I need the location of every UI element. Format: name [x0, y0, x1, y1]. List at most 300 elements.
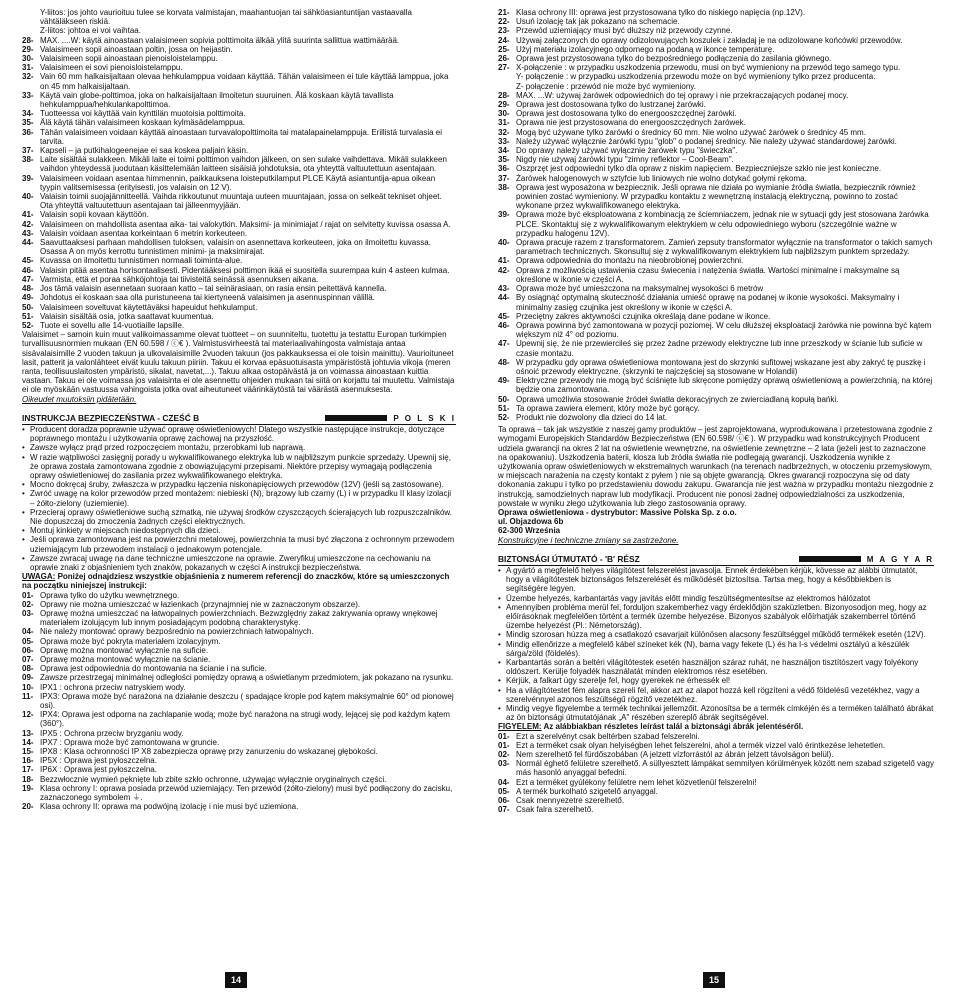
item-number: 52- [22, 320, 34, 330]
hu-figyelem-label: FIGYELEM: [498, 722, 542, 732]
item-text: Valaisimeen soveltuvat käytettäväksi hapeuidut hehkulamput. [40, 302, 258, 312]
bullet-text: Kérjük, a falkart úgy szerelje fel, hogy gyerekek ne érhessék el! [506, 676, 731, 686]
item-number: 27- [498, 63, 510, 73]
item-text: Kapseli – ja putkihalogeenejae ei saa koskea paljain käsin. [40, 146, 249, 156]
bullet-item [22, 480, 456, 489]
item-text: Tuote ei sovellu alle 14-vuotiaille lapsille. [40, 320, 185, 330]
item-number: 46- [498, 320, 510, 330]
list-item [22, 710, 456, 728]
item-text: Oprawa powinna być zamontowana w pozycji poziomej. W celu dłuższej eksploatacji żarówka nie powinna być kątem większym niż 4° od poziomu. [516, 320, 932, 340]
item-text: Użyj materiału izolacyjnego odpornego na podaną w ikonce temperaturę. [516, 44, 775, 54]
item-number: 02- [22, 599, 34, 609]
item-text: MAX. ...W: używaj żarówek odpowiednich do tej oprawy i nie przekraczających podanej mocy. [516, 90, 849, 100]
item-number: 31- [498, 118, 510, 128]
list-item [498, 796, 934, 805]
item-text: By osiągnąć optymalną skuteczność działania umieść oprawę na podanej w ikonie wysokości. Maksymalny i minimalny zasięg czujnika jest określony w ikonie w części A. [516, 293, 900, 312]
bullet-text: Mocno dokręcaj śruby, zwłaszcza w przypadku łączenia niskonapięciowych przewodów (12V) (jeśli są zastosowane). [30, 480, 444, 490]
bullet-item [22, 535, 456, 553]
item-number: 39- [498, 210, 510, 220]
item-text: Laite sisältää sulakkeen. Mikäli laite ei toimi polttimon vaihdon jälkeen, on sen sulake vaihdettava. Mikäli sulakkeen vaihdon yhteydessä juodutaan käsittelemään laitteen sisäisiä johdotuksia, ota yhteyttä valtuutettuun asentajaan. [40, 155, 447, 174]
item-number: 18- [22, 774, 34, 784]
item-number: 43- [22, 228, 34, 238]
item-text: Oprawę można montować wyłącznie na suficie. [40, 645, 209, 655]
pl-uwaga-label: UWAGA: [22, 572, 56, 582]
pl-language-label: P O L S K I [393, 413, 456, 423]
item-number: 03- [22, 609, 34, 618]
bullet-icon: • [498, 639, 501, 649]
item-text: Oprawa może być pokryta materiałem izolacyjnym. [40, 636, 221, 646]
text-line: Oprawa oświetleniowa - dystrybutor: Massive Polska Sp. z o.o. [498, 507, 737, 517]
bullet-icon: • [22, 507, 25, 517]
list-item [498, 137, 934, 146]
item-number: 45- [498, 311, 510, 321]
list-item [498, 312, 934, 321]
list-item [22, 275, 456, 284]
list-item [22, 609, 456, 627]
item-text: Oprawa umożliwia stosowanie źródeł światła dekoracyjnych ze zwierciadlaną kopułą bańki. [516, 394, 839, 404]
pl-legend-list-continued [498, 8, 934, 422]
list-item [22, 45, 456, 54]
item-text: IPX3: Oprawa może być narażona na działanie deszczu ( spadające krople pod kątem maksymalnie 60° od pionowej osi). [40, 691, 454, 711]
item-number: 47- [22, 274, 34, 284]
item-text: Valaisin voidaan asentaa korkeintaan 6 metrin korkeuteen. [40, 228, 248, 238]
list-item [22, 229, 456, 238]
bullet-item [498, 704, 934, 722]
item-text: MAX. ....W: käytä ainoastaan valaisimeen sopivia polttimoita älkää ylitä suurinta sallittua wattimäärää. [40, 35, 400, 45]
bullet-text: Karbantartás során a beltéri világítótestek esetén használjon száraz ruhát, ne használjon tisztítószert vagy folyékony oldószert. Kerülje folyadék használatát minden elektromos rész esetében. [506, 658, 919, 677]
item-text: Valaisimeen sopii ainoastaan pienoisloistelamppu. [40, 54, 218, 64]
item-number: 01- [22, 590, 34, 600]
bullet-icon: • [498, 658, 501, 668]
list-item [22, 784, 456, 802]
item-text: Mogą być używane tylko żarówki o średnicy 60 mm. Nie wolno używać żarówek o średnicy 45 mm. [516, 127, 866, 137]
item-text: Valaisin pitää asentaa horisontaalisesti. Pidentääksesi polttimon ikää ei suositella suurempaa kuin 4 asteen kulmaa. [40, 265, 450, 275]
item-text: Klasa ochrony I: oprawa posiada przewód uziemiający. Ten przewód (żółto-zielony) musi być podłączony do zacisku, zaznaczonego symbolem ⏚. [40, 783, 453, 803]
list-item [22, 220, 456, 229]
bullet-text: Przecieraj oprawy oświetleniowe suchą szmatką, nie używaj środków czyszczących ścierających lub rozpuszczalników. Nie dopuszczaj do zmoczenia żadnych części elektrycznych. [30, 507, 452, 526]
list-item [498, 293, 934, 311]
item-text: Älä käytä tähän valaisimeen koskaan kylmäsädelamppua. [40, 118, 246, 128]
item-text: Używaj załączonych do oprawy odizolowujących koszulek i zakładaj je na odizolowane końcówki przewodów. [516, 35, 903, 45]
item-number: 40- [498, 238, 510, 248]
header-bar [799, 556, 861, 562]
bullet-text: Jeśli oprawa zamontowana jest na powierzchni metalowej, powierzchnia ta musi być złączona z ochronnym przewodem uziemiającym lub przewodem instalacji o jednakowym potencjale. [30, 535, 455, 554]
item-number [498, 72, 516, 81]
item-number: 33- [498, 136, 510, 146]
bullet-item [498, 658, 934, 676]
list-item [498, 72, 934, 81]
item-text: Oprawa odpowiednia do montażu na nieobrobionej powierzchni. [516, 256, 744, 266]
pl-legend-list [22, 591, 456, 812]
item-text: Käytä vain globe-polttimoa, joka on halkaisijaltaan ilmoitetun suuruinen. Älä koskaan käytä tavallista hehkulamppua/hehkulankapolttimoa. [40, 90, 394, 110]
bullet-item [498, 686, 934, 704]
list-item [498, 8, 934, 17]
right-page [498, 8, 934, 814]
pl-section-title: INSTRUKCJA BEZPIECZEŃSTWA - CZEŚĆ B [22, 412, 200, 423]
list-item [498, 36, 934, 45]
item-number: 05- [22, 636, 34, 646]
bullet-icon: • [22, 443, 25, 453]
item-text: Klasa ochrony III: oprawa jest przystosowana tylko do niskiego napięcia (np.12V). [516, 8, 806, 17]
bullet-text: Amennyiben probléma merül fel, forduljon szakemberhez vagy érdeklődjön szaküzletben. Bizonyosodjon meg, hogy az előírásoknak megfelelően történt a termék üzembe helyezése. Bizonyos szabályok előírhatják szakemberrel történő üzembe helyezést (Pl.: Németország). [506, 602, 927, 631]
bullet-item [22, 453, 456, 481]
list-item [498, 54, 934, 63]
item-number: 42- [22, 219, 34, 229]
item-number: 36- [498, 164, 510, 174]
list-item [22, 303, 456, 312]
item-number: 52- [498, 412, 510, 422]
item-text: Valaisimeen sopii ainoastaan poltin, jossa on heijastin. [40, 44, 233, 54]
item-text: Oprawy nie można umieszczać w łazienkach (przynajmniej nie w zaznaczonym obszarze). [40, 599, 361, 609]
bullet-item [22, 526, 456, 535]
list-item [22, 600, 456, 609]
text-line: 62-300 Września [498, 526, 561, 536]
item-number: 51- [22, 311, 34, 321]
item-text: Nie należy montować oprawy bezpośrednio na powierzchniach łatwopalnych. [40, 627, 314, 637]
bullet-item [22, 508, 456, 526]
list-item [498, 741, 934, 750]
list-item [498, 321, 934, 339]
list-item [22, 174, 456, 192]
bullet-icon: • [498, 565, 501, 575]
hu-figyelem-text: Az alábbiakban részletes leírást talál a biztonsági ábrák jelentéséről. [543, 722, 804, 732]
list-item [22, 655, 456, 664]
fi-warranty-text: Valaisimet – samoin kuin muut valikoimassamme olevat tuotteet – on suunniteltu, tuotettu ja testattu Europan turkimpien turvallisuusnormien mukaan (EN 60.598 / ⓒ€ ). Valmistusvirheestä tai materiaalivahingosta valmistaja antaa sisävalaisimille 2 vuoden takuun ja ulkovalaisimille 2vuoden takuun (jos pakkauksessa ei ole toisin mainittu). Vaurioituneet lasit, patterit ja valonlähteet eivät kuulu takuun piiriin. Takuu ei korvaa epäsuotuisasta ympäristöstä johtuvia vikoja (meren ranta, teollisuuslaitosten ympäristö, sikalat, navetat,...). Takuu alkaa ostopäivästä ja on voimassa ainoastaan kuittia vastaan. Takuu ei ole voimassa jos valaisinta ei ole asennettu ohjeiden mukaan tai siitä on korjattu tai muutettu. Valmistaja ei ole myöskään vastuussa vahingoista jotka ovat aiheutuneet väärinkäytöstä tai väärästä asennuksesta. [22, 330, 455, 395]
list-item [498, 732, 934, 741]
item-text: Vain 60 mm halkaisijaltaan olevaa hehkulamppua voidaan käyttää. Tähän valaisimeen ei tule käyttää lamppua, joka on 45 mm halkaisijaltaan. [40, 72, 449, 91]
item-text: Oprawa jest przystosowana tylko do bezpośredniego podłączenia do zasilania głównego. [516, 54, 832, 64]
item-number: 32- [498, 127, 510, 137]
list-item [498, 778, 934, 787]
list-item [22, 72, 456, 90]
item-number: 49- [22, 293, 34, 303]
fi-change-notice: Oikeudet muutoksiin pidätetään. [22, 394, 137, 404]
item-text: Oprawa jest dostosowana tylko do energooszczędnej żarówki. [516, 109, 737, 119]
bullet-text: Zawsze zwracaj uwagę na dane techniczne umieszczone na oprawie. Zweryfikuj umieszczone na cechowaniu na oprawie znaki z objaśnieniem tych znaków, pokazanych w części A instrukcji bezpieczeństwa. [30, 553, 431, 572]
item-number: 12- [22, 710, 34, 720]
item-number: 43- [498, 284, 510, 294]
list-item [498, 109, 934, 118]
hu-section-title: BIZTONSÁGI ÚTMUTATÓ - 'B' RÉSZ [498, 553, 640, 564]
list-item [498, 210, 934, 238]
list-item [22, 54, 456, 63]
item-text: Johdotus ei koskaan saa olla puristuneena tai kiertyneenä valaisimen ja asennuspinnan välillä. [40, 293, 375, 303]
bullet-text: Mindig vegye figyelembe a termék technikai jellemzőit. Azonosítsa be a termék címkéjén és a terméken található ábrákat az ön biztonsági útmutatójának „A" részében szereplő ábrák segítségével. [506, 704, 934, 723]
list-item [498, 45, 934, 54]
item-text: Upewnij się, że nie przewiercileś się przez żadne przewody elektryczne lub inne przeszkody w ścianie lub suficie w czasie montażu. [516, 339, 923, 358]
item-number: 21- [498, 8, 510, 17]
item-number: 17- [22, 765, 34, 775]
item-text: Nem szerelhető fel fürdőszobában (A jelzett vízforrástól az ábrán jelzett távolságon belül). [516, 750, 834, 760]
list-item [498, 376, 934, 394]
item-text: Do oprawy należy używać wyłącznie żarówek typu "świeczka". [516, 146, 738, 156]
item-text: Klasa ochrony II: oprawa ma podwójną izolację i nie musi być uziemiona. [40, 802, 299, 812]
item-text: Żarówek halogenowych w sztyfcie lub liniowych nie wolno dotykać gołymi rękoma. [516, 173, 807, 183]
item-number: 29- [22, 44, 34, 54]
item-text: Oprawa pracuje razem z transformatorem. Zamień zepsuty transformator wyłącznie na transformator o takich samych parametrach technicznych. Skonsultuj się z wykwalifikowanym elektrykiem lub najbliższym punktem sprzedaży. [516, 238, 933, 257]
bullet-icon: • [498, 676, 501, 686]
item-text: IPX7 : Oprawa może być zamontowana w gruncie. [40, 737, 220, 747]
item-number: 29- [498, 100, 510, 110]
list-item [498, 256, 934, 265]
bullet-icon: • [498, 685, 501, 695]
list-item [22, 637, 456, 646]
item-text: IPX5 : Ochrona przeciw bryzganiu wody. [40, 728, 184, 738]
item-number: 35- [22, 118, 34, 128]
item-text: Przewód uziemiający musi być dłuższy niż przewody czynne. [516, 26, 733, 36]
item-text: Należy używać wyłącznie żarówki typu "glob" o podanej średnicy. Nie należy używać standardowej żarówki. [516, 136, 897, 146]
list-item [22, 238, 456, 256]
bullet-text: A gyártó a megfelelő helyes világítótest felszerelést javasolja. Ennek érdekében kérjük, kövesse az alábbi útmutatót, hogy a világítótestek biztonságos felszerelését és működését biztosítsa. Tartsa meg, hogy a későbbiekben is segítségére legyen. [506, 565, 918, 594]
item-text: W przypadku gdy oprawa oświetleniowa montowana jest do skrzynki sufitowej wskazane jest aby zakryć tę puszkę i ośnoić przewody elektryczne. (skrzynki te najczęściej są stosowane w Holandii) [516, 357, 926, 376]
page-number-left: 14 [225, 972, 247, 988]
item-text: Ezt a terméket csak olyan helyiségben lehet felszerelni, ahol a termék vízzel való érintkezése lehetetlen. [516, 740, 886, 750]
hu-section-header [498, 555, 934, 566]
list-item [498, 17, 934, 26]
item-text: Produkt nie dozwolony dla dzieci do 14 lat. [516, 412, 668, 422]
list-item [22, 802, 456, 811]
item-text: Jos tämä valaisin asennetaan suoraan katto – tai seinärasiaan, on rasia ensin peitettävä kannella. [40, 284, 387, 294]
item-number: 34- [22, 109, 34, 119]
list-item [22, 738, 456, 747]
list-item [22, 146, 456, 155]
fi-legend-list [22, 36, 456, 331]
item-text: Nigdy nie używaj żarówki typu "zimny reflektor – Cool-Beam". [516, 155, 734, 165]
item-text: Oprawa może być eksploatowana z kombinacją ze ściemniaczem, jednak nie w sytuacji gdy jest stosowana żarówka PLCE. Skontaktuj się z wykwalifikowanym elektrykiem w celu odpowiedniego wyboru (szczególnie ważne w przypadku halogenu 12V). [516, 210, 929, 238]
item-text: Oprawa nie jest przystosowana do energooszczędnych żarówek. [516, 118, 746, 128]
list-item [498, 82, 934, 91]
item-text: Oprawa z możliwością ustawienia czasu świecenia i natężenia światła. Wartości minimalne i maksymalne są określone w ikonie w części A. [516, 265, 900, 284]
item-text: Varmista, että et poraa sähköjohtoja tai tiivisteitä seinässä asennuksen aikana. [40, 274, 319, 284]
item-number: 41- [22, 210, 34, 220]
list-item [22, 683, 456, 692]
bullet-text: Mindig szorosan húzza meg a csatlakozó csavarjait különösen alacsony feszültséggel működő termékek esetén (12V). [506, 630, 926, 640]
item-number: 45- [22, 256, 34, 266]
item-text: Oprawa tylko do użytku wewnętrznego. [40, 590, 180, 600]
list-item [498, 174, 934, 183]
bullet-item [22, 443, 456, 452]
item-number: 01- [498, 740, 510, 750]
item-number: 07- [22, 655, 34, 665]
bullet-text: Producent doradza poprawnie używać oprawę oświetleniowych! Dlatego wszystkie następujące instrukcje, dotyczące poprawnego montażu i użytkowania oprawę zachowaj na przyszłość. [30, 424, 445, 444]
list-item [498, 164, 934, 173]
list-item [22, 293, 456, 302]
page-number-right: 15 [703, 972, 725, 988]
item-text: Tuotteessa voi käyttää vain kynttilän muotoisia polttimoita. [40, 109, 246, 119]
bullet-icon: • [22, 480, 25, 490]
item-text: Valaisin toimii suojajännitteellä. Vaihda rikkoutunut muuntaja uuteen muuntajaan, jossa on selkeät tekniset ohjeet. Ota yhteyttä valtuutettuun asentajaan tai jälleenmyyjään. [40, 192, 442, 211]
list-item [22, 729, 456, 738]
list-item [498, 183, 934, 211]
item-number: 22- [498, 17, 510, 27]
bullet-icon: • [498, 704, 501, 714]
bullet-item [498, 640, 934, 658]
list-item [498, 339, 934, 357]
item-text: IPX1 : ochrona przeciw natryskiem wody. [40, 682, 186, 692]
item-number: 05- [498, 786, 510, 796]
list-item [22, 118, 456, 127]
item-number: 42- [498, 265, 510, 275]
item-number: 48- [22, 284, 34, 294]
list-item [22, 266, 456, 275]
item-text: Usuń izolację tak jak pokazano na schemacie. [516, 17, 680, 27]
list-item [498, 404, 934, 413]
item-number: 11- [22, 691, 34, 701]
item-number: 50- [22, 302, 34, 312]
item-text: Valaisin sisältää osia, jotka saattavat kuumentua. [40, 311, 214, 321]
item-number: 15- [22, 747, 34, 757]
bullet-item [498, 603, 934, 631]
pl-change-notice: Konstrukcyjne i techniczne zmiany sa zastrzeżone. [498, 535, 679, 545]
item-number: 48- [498, 357, 510, 367]
list-item [498, 395, 934, 404]
bullet-icon: • [22, 424, 25, 434]
list-item [498, 118, 934, 127]
item-number: 14- [22, 737, 34, 747]
item-text: Valaisimeen on mahdollista asentaa aika- tai valokytkin. Maksimi- ja minimiajat / rajat on selvitetty kuvissa osassa A. [40, 219, 451, 229]
item-number: 02- [498, 750, 510, 760]
item-number: 30- [22, 54, 34, 64]
item-text: Oprawę można montować wyłącznie na ścianie. [40, 655, 211, 665]
item-text: IP6X : Oprawa jest pyłoszczelna. [40, 765, 157, 775]
item-number: 24- [498, 35, 510, 45]
list-item [498, 284, 934, 293]
item-number: 01- [498, 731, 510, 741]
item-text: Z- połączenie : przewód nie może być wymieniony. [516, 81, 696, 91]
bullet-item [22, 554, 456, 572]
list-item [22, 109, 456, 118]
list-item [498, 91, 934, 100]
list-item [22, 673, 456, 682]
item-number: 32- [22, 72, 34, 82]
item-text: Ezt a terméket gyúlékony felületre nem lehet közvetlenül felszerelni! [516, 777, 757, 787]
item-number: 49- [498, 376, 510, 386]
bullet-text: W razie wątpliwości zasięgnij porady u wykwalifikowanego elektryka lub w najbliższym punkcie sprzedaży. Upewnij się, że oprawa została zamontowana zgodnie z obowiązującymi przepisami. Niektóre przepisy wymagają podłączenia oprawy oświetleniowej do zasilania przez wykwalifikowanego elektryka. [30, 452, 451, 480]
list-item [498, 128, 934, 137]
item-text: Kuvassa on ilmoitettu tunnistimen normaali toiminta-alue. [40, 256, 243, 266]
item-number: 31- [22, 63, 34, 73]
item-number: 13- [22, 728, 34, 738]
item-number: 40- [22, 192, 34, 202]
item-text: IPX8 : Klasa ochronności IP X8 zabezpiecza oprawę przy zanurzeniu do wskazanej głębokości. [40, 747, 378, 757]
item-number: 50- [498, 394, 510, 404]
list-item [22, 91, 456, 109]
bullet-icon: • [498, 593, 501, 603]
list-item [498, 63, 934, 72]
list-item [22, 192, 456, 210]
list-item [22, 210, 456, 219]
text-line: Y-liitos: jos johto vaurioituu tulee se korvata valmistajan, maahantuojan tai sähköasiantuntijan vastaavalla vähtäläkseen riskiä. [40, 8, 412, 27]
item-text: Saavuttaaksesi parhaan mahdollisen tuloksen, valaisin on asennettava korkeuteen, joka on ilmoitettu kuvassa. Osassa A on myös kerrottu tunnistimen minimi- ja maksimirajat. [40, 238, 431, 257]
item-text: Przeciętny zakres aktywności czujnika określają dane podane w ikonce. [516, 311, 771, 321]
item-number: 16- [22, 756, 34, 766]
item-number: 47- [498, 339, 510, 349]
bullet-icon: • [22, 526, 25, 536]
list-item [498, 100, 934, 109]
bullet-item [22, 489, 456, 507]
item-text: Oprawa jest odpowiednia do montowania na ścianie i na suficie. [40, 664, 267, 674]
item-number: 06- [498, 796, 510, 806]
fi-intro [22, 8, 456, 36]
pl-section-header [22, 414, 456, 425]
list-item [498, 238, 934, 256]
item-text: A termék burkolható szigetelő anyaggal. [516, 786, 658, 796]
item-text: Csak falra szerelhető. [516, 805, 594, 815]
item-text: Valaisimeen ei sovi pienoisloistelamppu. [40, 63, 183, 73]
item-number: 26- [498, 54, 510, 64]
item-number: 34- [498, 146, 510, 156]
list-item [22, 692, 456, 710]
item-text: Oprawę można umieszczać na łatwopalnych powierzchniach. Bezwzględny zakaz zakrywania oprawy wnękowej materiałem izolującym lub innym posiadającym podobną charakterystykę. [40, 609, 438, 628]
hu-language-label: M A G Y A R [866, 554, 934, 564]
item-number: 37- [498, 173, 510, 183]
item-number: 30- [498, 109, 510, 119]
item-number: 35- [498, 155, 510, 165]
list-item [22, 128, 456, 146]
list-item [498, 358, 934, 376]
hu-figyelem [498, 722, 934, 731]
bullet-icon: • [498, 602, 501, 612]
list-item [22, 256, 456, 265]
list-item [22, 646, 456, 655]
item-number: 10- [22, 682, 34, 692]
list-item [22, 591, 456, 600]
item-number: 23- [498, 26, 510, 36]
text-line: ul. Objazdowa 6b [498, 517, 564, 527]
list-item [22, 321, 456, 330]
list-item [22, 747, 456, 756]
item-text: Bezzwłocznie wymień pęknięte lub zbite szkło ochronne, używając wyłącznie oryginalnych części. [40, 774, 387, 784]
item-number: 33- [22, 90, 34, 100]
bullet-icon: • [22, 452, 25, 462]
left-page [22, 8, 456, 811]
item-number: 51- [498, 403, 510, 413]
bullet-icon: • [22, 553, 25, 563]
item-text: Valaisimeen voidaan asentaa himmennin, paikkauksena loisteputkilamput PLCE Käytä asiantuntija-apua oikean tyypin valitsemisessa (erityisesti, jos valaisin on 12 V). [40, 173, 436, 192]
item-text: Y- połączenie : w przypadku uszkodzenia przewodu może on być wymieniony tylko przez producenta. [516, 72, 876, 82]
item-text: Valaisin sopii kovaan käyttöön. [40, 210, 149, 220]
item-number: 38- [498, 182, 510, 192]
item-number: 46- [22, 265, 34, 275]
pl-uwaga-text: Poniżej odnajdziesz wszystkie objaśnienia z numerem referencji do znaczków, które są umieszczonych na początku niniejszej instrukcji: [22, 572, 450, 591]
item-number: 28- [498, 90, 510, 100]
bullet-text: Montuj kinkiety w miejscach niedostępnych dla dzieci. [30, 526, 221, 536]
item-number: 44- [22, 238, 34, 248]
list-item [22, 63, 456, 72]
item-number: 08- [22, 664, 34, 674]
bullet-item [498, 676, 934, 685]
item-text: Ta oprawa zawiera element, który może być gorący. [516, 403, 700, 413]
item-number: 19- [22, 783, 34, 793]
list-item [22, 664, 456, 673]
item-number: 36- [22, 127, 34, 137]
item-text: Oszprzęt jest odpowiedni tylko dla opraw z niskim napięciem. Bezpieczniejsze szkło nie jest konieczne. [516, 164, 882, 174]
item-number: 20- [22, 802, 34, 812]
bullet-item [498, 566, 934, 594]
item-text: Oprawa może być umieszczona na maksymalnej wysokości 6 metrów [516, 284, 764, 294]
item-number: 41- [498, 256, 510, 266]
bullet-item [498, 594, 934, 603]
list-item [22, 312, 456, 321]
bullet-text: Zwróć uwagę na kolor przewodów przed montażem: niebieski (N), brązowy lub czarny (L) i w przypadku II klasy izolacji – żółto-zielony (uziemienie). [30, 489, 452, 508]
bullet-item [22, 425, 456, 443]
item-text: Tähän valaisimeen voidaan käyttää ainoastaan turvavalopolttimoita tai matalapainelamppuja. Erillistä turvalasia ei tarvita. [40, 127, 443, 146]
item-text: X-połączenie : w przypadku uszkodzenia przewodu, musi on być wymieniony na przewód tego samego typu. [516, 63, 901, 73]
list-item [22, 284, 456, 293]
item-text: Zawsze przestrzegaj minimalnej odległości pomiędzy oprawą a oświetlanym przedmiotem, jak pokazano na rysunku. [40, 673, 454, 683]
text-line: Z-liitos: johtoa ei voi vaihtaa. [40, 26, 141, 36]
item-text: Elektryczne przewody nie mogą być ściśnięte lub skręcone pomiędzy oprawą oświetleniową a powierzchnią, na której będzie ona zamontowana. [516, 376, 933, 395]
